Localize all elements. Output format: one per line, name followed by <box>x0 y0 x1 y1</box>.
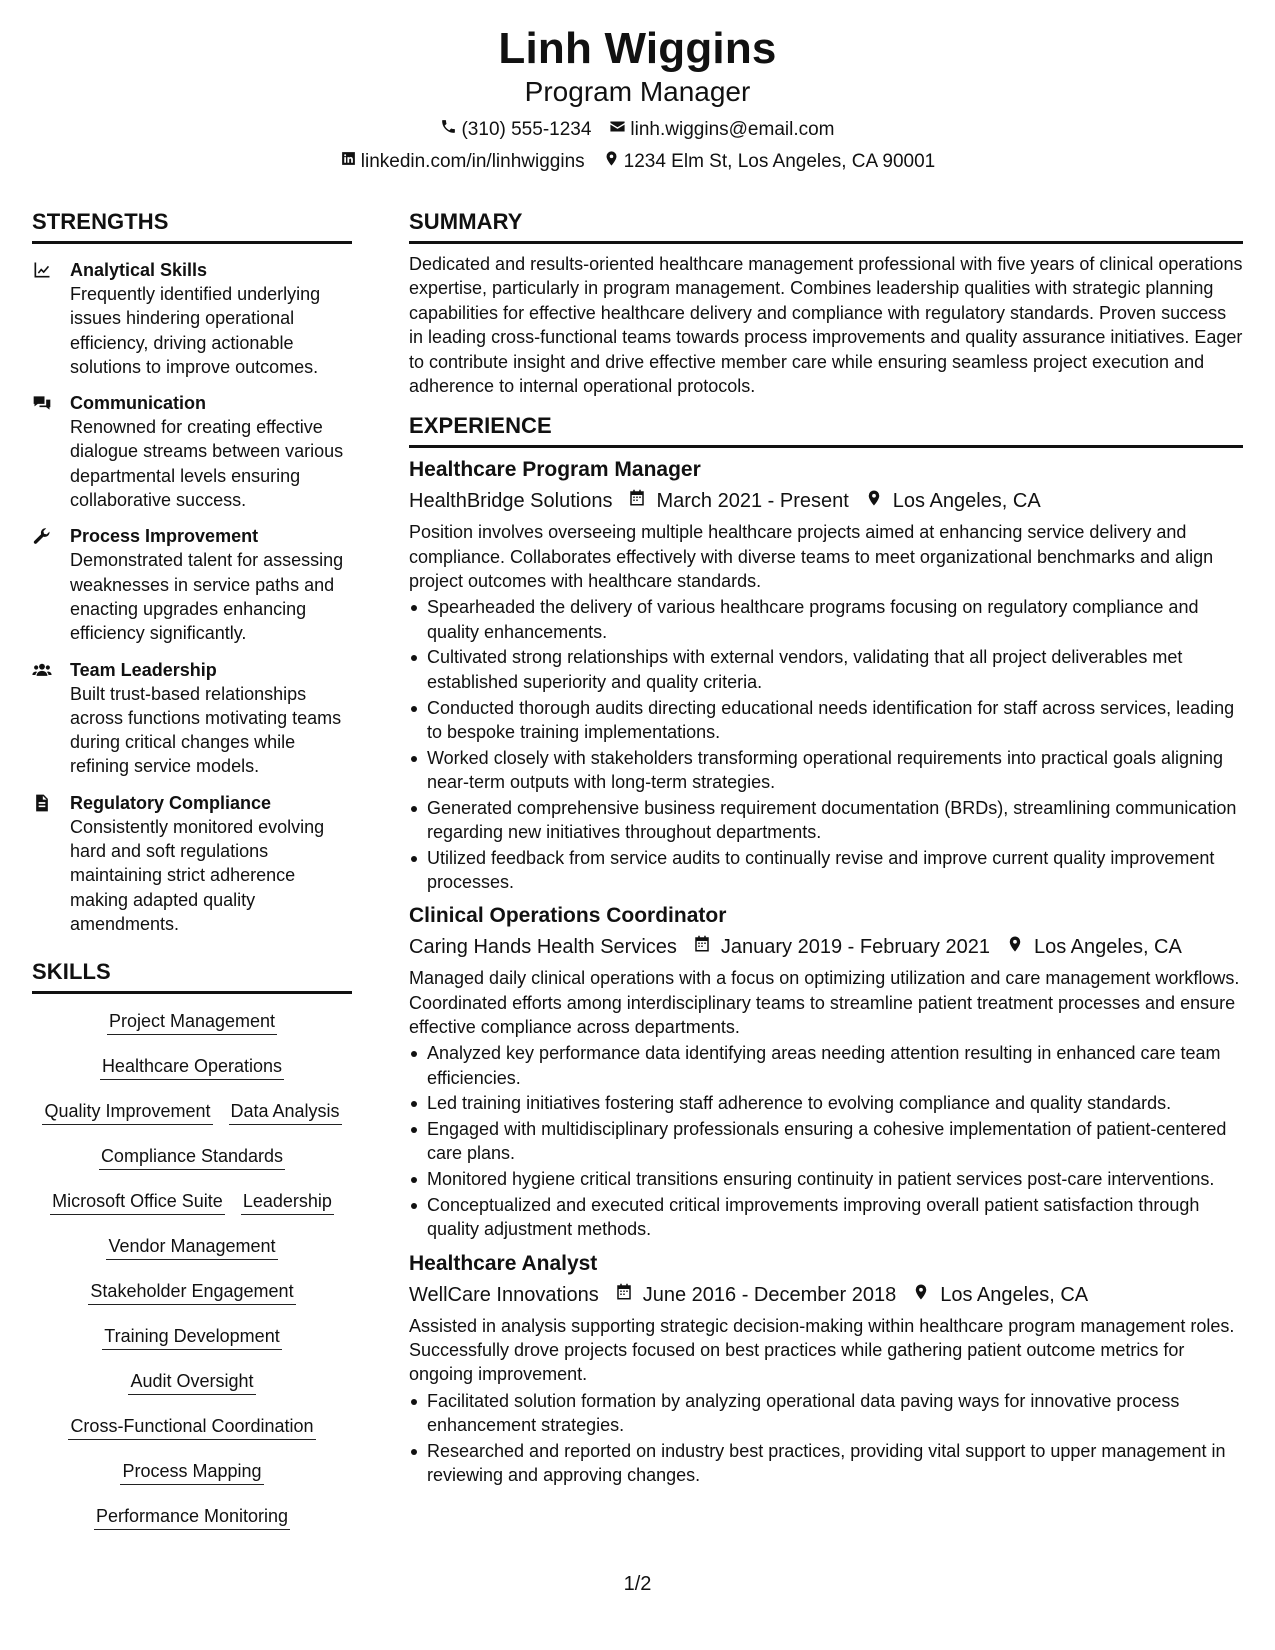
skill-row <box>32 1503 352 1548</box>
skill-row <box>32 1188 352 1233</box>
job-entry <box>409 902 1243 1241</box>
bullet-item: Analyzed key performance data identifying areas needing attention resulting in enhanced care team efficiencies. <box>409 1041 1243 1090</box>
job-entry <box>409 456 1243 894</box>
skill-row <box>32 1278 352 1323</box>
job-bullets <box>409 1041 1243 1241</box>
linkedin-contact[interactable] <box>340 150 585 174</box>
skill-row <box>32 1143 352 1188</box>
map-pin-icon <box>865 488 893 514</box>
job-dates-text: June 2016 - December 2018 <box>642 1283 897 1306</box>
job-bullets <box>409 1389 1243 1488</box>
summary-text: Dedicated and results-oriented healthcare management professional with five years of clinical operations expertise, particularly in program management. Combines leadership qualities with strategic planning capabilities for effective healthcare delivery and compliance with regulatory standards. Proven success in leading cross-functional teams towards process improvements and quality assurance initiatives. Eager to contribute insight and drive effective member care while ensuring seamless project execution and adherence to internal operational protocols. <box>409 254 1243 397</box>
map-pin-icon <box>912 1282 940 1308</box>
skill-tag: Vendor Management <box>106 1233 277 1260</box>
job-dates <box>615 1282 897 1308</box>
skill-row <box>32 1368 352 1413</box>
strength-desc: Demonstrated talent for assessing weaknesses in service paths and enacting upgrades enhancing efficiency significantly. <box>70 550 344 644</box>
strength-item <box>32 258 352 379</box>
job-meta <box>409 488 1243 514</box>
phone-text: (310) 555-1234 <box>461 119 592 140</box>
experience-heading: EXPERIENCE <box>409 412 1243 448</box>
job-dates <box>628 488 848 514</box>
calendar-icon <box>615 1282 643 1308</box>
skills-list <box>32 1008 352 1548</box>
bullet-item: Monitored hygiene critical transitions ensuring continuity in patient services post-care interventions. <box>409 1167 1243 1191</box>
bullet-item: Researched and reported on industry best practices, providing vital support to upper management in reviewing and approving changes. <box>409 1439 1243 1488</box>
contact-row-1 <box>0 118 1275 142</box>
bullet-item: Spearheaded the delivery of various healthcare programs focusing on regulatory compliance and quality enhancements. <box>409 595 1243 644</box>
strength-title: Team Leadership <box>70 659 217 680</box>
skill-tag: Microsoft Office Suite <box>50 1188 225 1215</box>
strength-title: Regulatory Compliance <box>70 792 272 813</box>
job-entry <box>409 1250 1243 1488</box>
bullet-item: Facilitated solution formation by analyzing operational data paving ways for innovative process enhancement strategies. <box>409 1389 1243 1438</box>
summary-heading: SUMMARY <box>409 208 1243 244</box>
address-contact <box>603 150 936 174</box>
skill-tag: Training Development <box>102 1323 281 1350</box>
candidate-name: Linh Wiggins <box>498 24 777 73</box>
job-title: Clinical Operations Coordinator <box>409 904 727 928</box>
skill-tag: Performance Monitoring <box>94 1503 290 1530</box>
job-location-text: Los Angeles, CA <box>1033 936 1182 959</box>
skill-row <box>32 1233 352 1278</box>
company-name: HealthBridge Solutions <box>409 490 613 513</box>
strength-item <box>32 391 352 512</box>
linkedin-text[interactable]: linkedin.com/in/linhwiggins <box>360 151 585 172</box>
strength-title: Process Improvement <box>70 526 259 547</box>
skill-tag: Process Mapping <box>120 1458 263 1485</box>
strength-desc: Renowned for creating effective dialogue streams between various departmental levels ensuring collaborative success. <box>70 417 344 511</box>
strength-desc: Frequently identified underlying issues hindering operational efficiency, driving actionable solutions to improve outcomes. <box>70 284 321 377</box>
job-title: Healthcare Program Manager <box>409 458 701 482</box>
job-dates-text: January 2019 - February 2021 <box>720 936 990 959</box>
bullet-item: Engaged with multidisciplinary professionals ensuring a cohesive implementation of patient-centered care plans. <box>409 1117 1243 1166</box>
job-meta <box>409 934 1243 960</box>
resume-header <box>0 22 1275 174</box>
phone-contact <box>440 118 591 142</box>
job-location-text: Los Angeles, CA <box>892 490 1041 513</box>
company-name: Caring Hands Health Services <box>409 936 677 959</box>
job-dates <box>693 934 990 960</box>
map-pin-icon <box>1006 934 1034 960</box>
job-title: Healthcare Analyst <box>409 1251 598 1275</box>
skill-row <box>32 1008 352 1053</box>
job-description: Position involves overseeing multiple healthcare projects aimed at enhancing service delivery and compliance. Collaborates effectively with diverse teams to meet organizational benchmarks and align project outcomes with healthcare standards. <box>409 522 1214 592</box>
skill-row <box>32 1098 352 1143</box>
skill-tag: Compliance Standards <box>99 1143 285 1170</box>
job-location-text: Los Angeles, CA <box>940 1283 1089 1306</box>
skill-row <box>32 1053 352 1098</box>
page-number: 1/2 <box>623 1573 652 1595</box>
job-description: Managed daily clinical operations with a focus on optimizing utilization and care management workflows. Coordinated efforts among interdisciplinary teams to streamline patient treatment processes and ensure effective compliance across departments. <box>409 968 1240 1037</box>
skills-heading: SKILLS <box>32 958 352 994</box>
map-pin-icon <box>603 150 620 174</box>
strength-item <box>32 658 352 779</box>
job-location <box>912 1282 1088 1308</box>
skill-tag: Project Management <box>107 1008 277 1035</box>
skill-tag: Leadership <box>241 1188 334 1215</box>
linkedin-icon <box>340 150 357 174</box>
users-icon <box>32 658 70 779</box>
left-column <box>32 208 352 1548</box>
candidate-title: Program Manager <box>524 76 751 107</box>
job-dates-text: March 2021 - Present <box>656 490 849 513</box>
skill-row <box>32 1413 352 1458</box>
skill-row <box>32 1458 352 1503</box>
address-text: 1234 Elm St, Los Angeles, CA 90001 <box>623 151 936 172</box>
bullet-item: Generated comprehensive business requirement documentation (BRDs), streamlining communication regarding new initiatives throughout departments. <box>409 796 1243 845</box>
job-meta <box>409 1282 1243 1308</box>
bullet-item: Worked closely with stakeholders transforming operational requirements into practical goals aligning near-term outputs with long-term strategies. <box>409 746 1243 795</box>
bullet-item: Conducted thorough audits directing educational needs identification for staff across services, leading to bespoke training implementations. <box>409 696 1243 745</box>
calendar-icon <box>693 934 721 960</box>
file-document-icon <box>32 791 70 936</box>
email-contact[interactable] <box>609 118 834 142</box>
skill-tag: Quality Improvement <box>42 1098 212 1125</box>
contact-row-2 <box>0 150 1275 174</box>
bullet-item: Conceptualized and executed critical improvements improving overall patient satisfaction through quality adjustment methods. <box>409 1193 1243 1242</box>
strength-desc: Built trust-based relationships across functions motivating teams during critical changes while refining service models. <box>70 683 342 777</box>
bullet-item: Utilized feedback from service audits to continually revise and improve current quality improvement processes. <box>409 846 1243 895</box>
strength-desc: Consistently monitored evolving hard and soft regulations maintaining strict adherence making adapted quality amendments. <box>70 816 325 934</box>
skill-row <box>32 1323 352 1368</box>
chart-line-icon <box>32 258 70 379</box>
skill-tag: Audit Oversight <box>128 1368 255 1395</box>
phone-icon <box>440 118 457 142</box>
calendar-icon <box>628 488 656 514</box>
strength-title: Communication <box>70 393 207 414</box>
job-location <box>1006 934 1182 960</box>
email-text[interactable]: linh.wiggins@email.com <box>630 119 835 140</box>
strength-item <box>32 791 352 936</box>
right-column <box>409 208 1243 1487</box>
wrench-icon <box>32 524 70 645</box>
strength-item <box>32 524 352 645</box>
bullet-item: Led training initiatives fostering staff adherence to evolving compliance and quality standards. <box>409 1091 1243 1115</box>
skill-tag: Data Analysis <box>229 1098 342 1125</box>
skill-tag: Healthcare Operations <box>100 1053 284 1080</box>
job-description: Assisted in analysis supporting strategic decision-making within healthcare program management roles. Successfully drove projects focused on best practices while gathering patient outcome metrics for ongoing improvement. <box>409 1315 1235 1385</box>
strength-title: Analytical Skills <box>70 260 208 280</box>
skill-tag: Stakeholder Engagement <box>88 1278 295 1305</box>
comments-icon <box>32 391 70 512</box>
company-name: WellCare Innovations <box>409 1283 599 1306</box>
bullet-item: Cultivated strong relationships with external vendors, validating that all project deliverables met established superiority and quality criteria. <box>409 645 1243 694</box>
strengths-heading: STRENGTHS <box>32 208 352 244</box>
job-bullets <box>409 595 1243 894</box>
job-location <box>865 488 1041 514</box>
envelope-icon <box>609 118 626 142</box>
skill-tag: Cross-Functional Coordination <box>68 1413 315 1440</box>
